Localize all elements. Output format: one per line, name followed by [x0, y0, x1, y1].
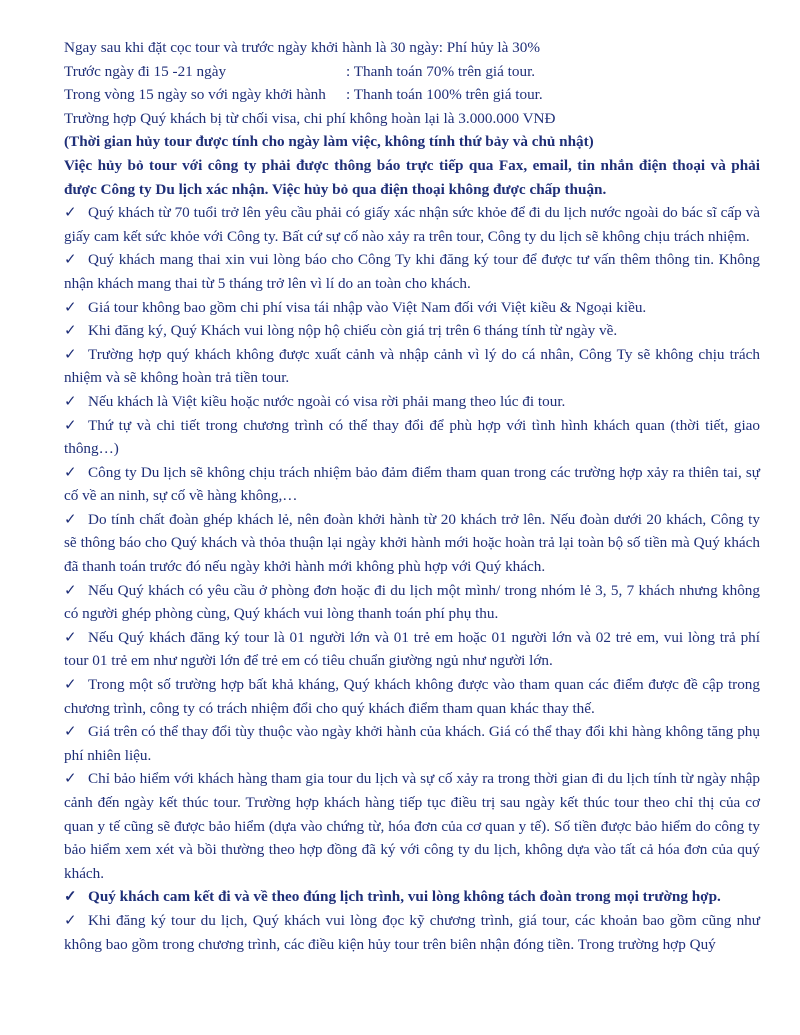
fee-row-label: Trong vòng 15 ngày so với ngày khởi hành: [64, 86, 326, 104]
list-item-text: Quý khách mang thai xin vui lòng báo cho Công Ty khi đăng ký tour để được tư vấn thêm thông tin. Không nhận khách mang thai từ 5 tháng trở lên vì lí do an toàn cho khách.: [64, 251, 760, 292]
list-item: [64, 720, 760, 767]
list-item-text: Trong một số trường hợp bất khả kháng, Quý khách không được vào tham quan các điểm được đề cập trong chương trình, công ty có trách nhiệm đổi cho quý khách điểm tham quan khác thay thế.: [64, 676, 760, 717]
list-item: [64, 390, 760, 414]
check-icon: ✓: [64, 770, 77, 788]
list-item: [64, 248, 760, 295]
list-item-text: Thứ tự và chi tiết trong chương trình có thể thay đổi để phù hợp với tình hình khách quan (thời tiết, giao thông…): [64, 416, 760, 458]
list-item-text: Công ty Du lịch sẽ không chịu trách nhiệm bảo đảm điểm tham quan trong các trường hợp xảy ra thiên tai, sự cố về an ninh, sự cố về hàng không,…: [64, 463, 760, 505]
list-item: [64, 885, 760, 909]
check-icon: ✓: [64, 204, 77, 222]
check-icon: ✓: [64, 416, 77, 434]
check-icon: ✓: [64, 510, 77, 528]
list-item: [64, 414, 760, 461]
check-icon: ✓: [64, 723, 77, 741]
fee-row-within-15-days: [64, 83, 760, 107]
list-item: [64, 579, 760, 626]
list-item: [64, 319, 760, 343]
list-item: [64, 461, 760, 508]
list-item-text: Chỉ bảo hiểm với khách hàng tham gia tour du lịch và sự cố xảy ra trong thời gian đi du lịch tính từ ngày nhập cảnh đến ngày kết thúc tour. Trường hợp khách hàng tiếp tục điều trị sau ngày kết thúc tour theo chỉ thị của cơ quan y tế cũng sẽ được bảo hiểm (dựa vào chứng từ, hóa đơn của cơ quan y tế). Số tiền được bảo hiểm do công ty bảo hiểm xem xét và bồi thường theo hợp đồng đã ký với công ty du lịch, không dựa vào tất cả hóa đơn của quý khách.: [64, 770, 760, 882]
list-item-text: Giá trên có thể thay đổi tùy thuộc vào ngày khởi hành của khách. Giá có thể thay đổi khi hàng không tăng phụ phí nhiên liệu.: [64, 723, 760, 764]
check-icon: ✓: [64, 888, 77, 906]
list-item-text: Quý khách cam kết đi và về theo đúng lịch trình, vui lòng không tách đoàn trong mọi trường hợp.: [88, 888, 721, 906]
fee-row-label: Trước ngày đi 15 -21 ngày: [64, 62, 227, 80]
check-icon: ✓: [64, 298, 77, 316]
terms-list: [64, 201, 760, 956]
fee-row-15-21-days: [64, 60, 760, 84]
list-item-text: Trường hợp quý khách không được xuất cảnh và nhập cảnh vì lý do cá nhân, Công Ty sẽ không chịu trách nhiệm và sẽ không hoàn trả tiền tour.: [64, 345, 760, 387]
list-item-text: Nếu Quý khách đăng ký tour là 01 người lớn và 01 trẻ em hoặc 01 người lớn và 02 trẻ em, vui lòng trả phí tour 01 trẻ em như người lớn để trẻ em có tiêu chuẩn giường ngủ như người lớn.: [64, 628, 760, 670]
list-item-text: Khi đăng ký tour du lịch, Quý khách vui lòng đọc kỹ chương trình, giá tour, các khoản bao gồm cũng như không bao gồm trong chương trình, các điều kiện hủy tour trên biên nhận đóng tiền. Trong trường hợp Quý: [64, 911, 760, 953]
check-icon: ✓: [64, 911, 77, 929]
list-item: [64, 626, 760, 673]
check-icon: ✓: [64, 581, 77, 599]
list-item-text: Khi đăng ký, Quý Khách vui lòng nộp hộ chiếu còn giá trị trên 6 tháng tính từ ngày về.: [88, 322, 618, 340]
cancellation-notice: Việc hủy bỏ tour với công ty phải được thông báo trực tiếp qua Fax, email, tin nhắn điện thoại và phải được Công ty Du lịch xác nhận. Việc hủy bỏ qua điện thoại không được chấp thuận.: [64, 156, 760, 198]
list-item-text: Nếu Quý khách có yêu cầu ở phòng đơn hoặc đi du lịch một mình/ trong nhóm lẻ 3, 5, 7 khách nhưng không có người ghép phòng cùng, Quý khách vui lòng thanh toán phí phụ thu.: [64, 581, 760, 623]
check-icon: ✓: [64, 345, 77, 363]
list-item: [64, 673, 760, 720]
check-icon: ✓: [64, 628, 77, 646]
check-icon: ✓: [64, 251, 77, 269]
working-days-note: (Thời gian hủy tour được tính cho ngày làm việc, không tính thứ bảy và chủ nhật): [64, 133, 594, 151]
list-item: [64, 909, 760, 956]
list-item: [64, 201, 760, 248]
list-item: [64, 767, 760, 885]
list-item-text: Quý khách từ 70 tuổi trở lên yêu cầu phải có giấy xác nhận sức khỏe để đi du lịch nước ngoài do bác sĩ cấp và giấy cam kết sức khỏe với Công ty. Bất cứ sự cố nào xảy ra trên tour, Công ty du lịch sẽ không chịu trách nhiệm.: [64, 204, 760, 245]
check-icon: ✓: [64, 322, 77, 340]
check-icon: ✓: [64, 676, 77, 694]
list-item-text: Nếu khách là Việt kiều hoặc nước ngoài có visa rời phải mang theo lúc đi tour.: [88, 392, 566, 410]
fee-row-value: : Thanh toán 70% trên giá tour.: [346, 62, 536, 80]
list-item-text: Do tính chất đoàn ghép khách lẻ, nên đoàn khởi hành từ 20 khách trở lên. Nếu đoàn dưới 20 khách, Công ty sẽ thông báo cho Quý khách và thỏa thuận lại ngày khởi hành mới hoặc hoàn trả lại toàn bộ số tiền mà Quý khách đã thanh toán trước đó nếu ngày khởi hành mới không phù hợp với Quý khách.: [64, 510, 760, 576]
fee-row-value: : Thanh toán 100% trên giá tour.: [346, 86, 543, 104]
list-item: [64, 343, 760, 390]
visa-refusal-fee: Trường hợp Quý khách bị từ chối visa, chi phí không hoàn lại là 3.000.000 VNĐ: [64, 109, 556, 127]
list-item: [64, 296, 760, 320]
deposit-cancellation-fee: Ngay sau khi đặt cọc tour và trước ngày khởi hành là 30 ngày: Phí hủy là 30%: [64, 39, 541, 56]
check-icon: ✓: [64, 392, 77, 410]
list-item: [64, 508, 760, 579]
check-icon: ✓: [64, 463, 77, 481]
list-item-text: Giá tour không bao gồm chi phí visa tái nhập vào Việt Nam đối với Việt kiều & Ngoại kiều.: [88, 298, 647, 316]
